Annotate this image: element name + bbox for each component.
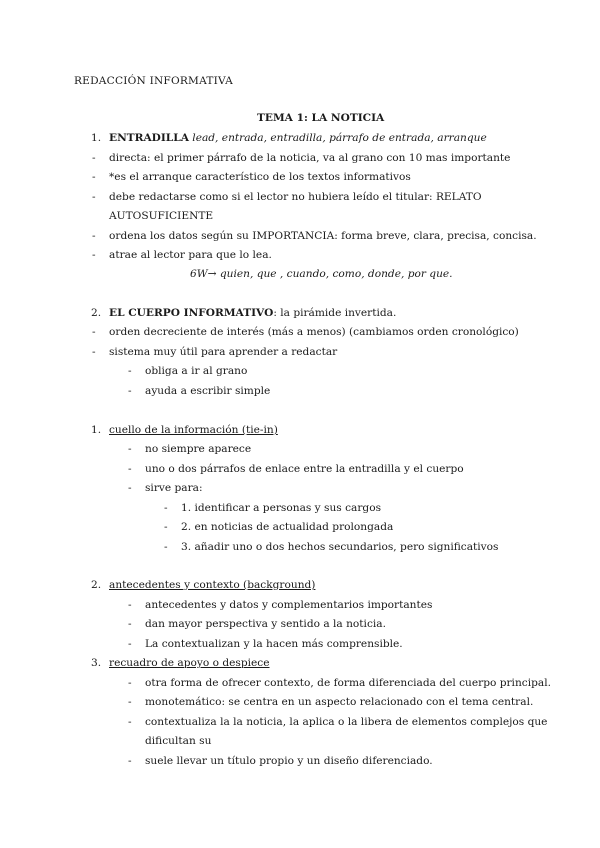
six-w-note: 6W→ quien, que , cuando, como, donde, por que. xyxy=(190,268,453,280)
sub-list-item: no siempre aparece xyxy=(145,443,252,455)
list-item: sistema muy útil para aprender a redactar xyxy=(109,346,338,358)
list-item: directa: el primer párrafo de la noticia, va al grano con 10 mas importante xyxy=(109,152,511,164)
sub-list-item: otra forma de ofrecer contexto, de forma diferenciada del cuerpo principal. xyxy=(145,677,551,689)
subsub-list-item: 1. identificar a personas y sus cargos xyxy=(181,502,382,514)
sub-bullet-dash: - xyxy=(128,677,132,689)
sub-list-item: ayuda a escribir simple xyxy=(145,385,271,397)
sub-bullet-dash: - xyxy=(128,618,132,630)
subsub-bullet-dash: - xyxy=(164,521,168,533)
bullet-dash: - xyxy=(92,171,96,183)
sub-bullet-dash: - xyxy=(128,696,132,708)
sub-list-item: dan mayor perspectiva y sentido a la noticia. xyxy=(145,618,386,630)
sub-bullet-dash: - xyxy=(128,482,132,494)
list-number: 3. xyxy=(91,657,102,669)
list-item-continuation: AUTOSUFICIENTE xyxy=(109,210,214,222)
bullet-dash: - xyxy=(92,152,96,164)
heading-rest: : la pirámide invertida. xyxy=(273,307,397,319)
list-item: ordena los datos según su IMPORTANCIA: forma breve, clara, precisa, concisa. xyxy=(109,230,537,242)
subsub-list-item: 3. añadir uno o dos hechos secundarios, pero significativos xyxy=(181,541,499,553)
sub-list-item: uno o dos párrafos de enlace entre la entradilla y el cuerpo xyxy=(145,463,464,475)
list-number: 2. xyxy=(91,579,102,591)
heading-bold: ENTRADILLA xyxy=(109,132,189,144)
bullet-dash: - xyxy=(92,191,96,203)
sub-bullet-dash: - xyxy=(128,463,132,475)
sub-list-item: suele llevar un título propio y un diseño diferenciado. xyxy=(145,755,433,767)
heading-italic: lead, entrada, entradilla, párrafo de entrada, arranque xyxy=(188,132,487,144)
sub-list-item: La contextualizan y la hacen más comprensible. xyxy=(145,638,403,650)
sub-bullet-dash: - xyxy=(128,365,132,377)
section-heading xyxy=(109,306,396,320)
bullet-dash: - xyxy=(92,346,96,358)
list-item: *es el arranque característico de los textos informativos xyxy=(109,171,411,183)
title-text: TEMA 1: LA NOTICIA xyxy=(257,112,385,124)
list-item: atrae al lector para que lo lea. xyxy=(109,249,272,261)
section-heading: antecedentes y contexto (background) xyxy=(109,579,316,591)
list-item: debe redactarse como si el lector no hubiera leído el titular: RELATO xyxy=(109,191,482,203)
subsub-bullet-dash: - xyxy=(164,541,168,553)
sub-list-item: contextualiza la la noticia, la aplica o la libera de elementos complejos que xyxy=(145,716,548,728)
list-number: 1. xyxy=(91,424,102,436)
sub-bullet-dash: - xyxy=(128,716,132,728)
sub-bullet-dash: - xyxy=(128,638,132,650)
list-item: orden decreciente de interés (más a menos) (cambiamos orden cronológico) xyxy=(109,326,519,338)
heading-bold: EL CUERPO INFORMATIVO xyxy=(109,307,274,319)
list-number: 1. xyxy=(91,132,102,144)
section-heading xyxy=(109,131,487,145)
sub-bullet-dash: - xyxy=(128,599,132,611)
section-heading: recuadro de apoyo o despiece xyxy=(109,657,270,669)
sub-bullet-dash: - xyxy=(128,443,132,455)
bullet-dash: - xyxy=(92,326,96,338)
sub-list-item: sirve para: xyxy=(145,482,203,494)
sub-bullet-dash: - xyxy=(128,385,132,397)
section-heading: cuello de la información (tie-in) xyxy=(109,424,278,436)
list-number: 2. xyxy=(91,307,102,319)
sub-list-item: monotemático: se centra en un aspecto relacionado con el tema central. xyxy=(145,696,534,708)
bullet-dash: - xyxy=(92,249,96,261)
sub-list-item: obliga a ir al grano xyxy=(145,365,248,377)
sub-bullet-dash: - xyxy=(128,755,132,767)
document-header: REDACCIÓN INFORMATIVA xyxy=(74,75,233,87)
subsub-list-item: 2. en noticias de actualidad prolongada xyxy=(181,521,394,533)
sub-list-item-continuation: dificultan su xyxy=(145,735,212,747)
sub-list-item: antecedentes y datos y complementarios importantes xyxy=(145,599,433,611)
bullet-dash: - xyxy=(92,230,96,242)
subsub-bullet-dash: - xyxy=(164,502,168,514)
